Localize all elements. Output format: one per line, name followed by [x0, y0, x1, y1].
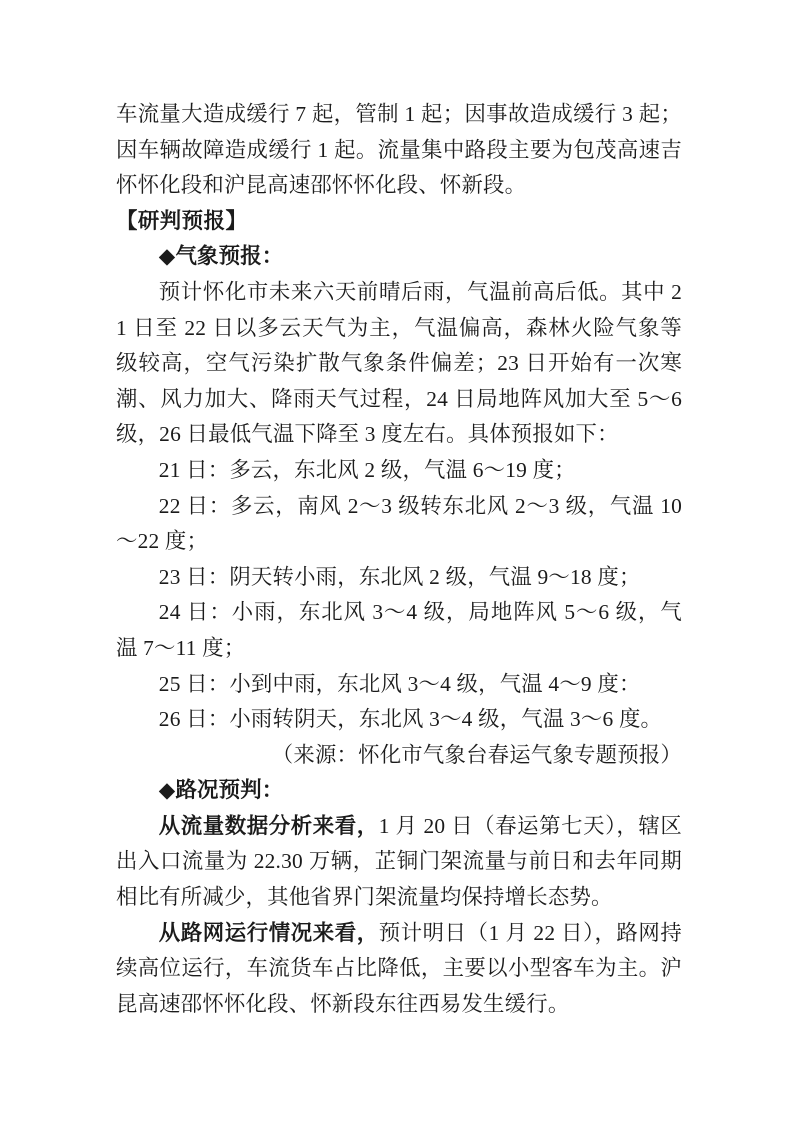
paragraph-weather-intro: 预计怀化市未来六天前晴后雨，气温前高后低。其中 21 日至 22 日以多云天气为主，气温偏高，森林火险气象等级较高，空气污染扩散气象条件偏差；23 日开始有一次寒潮、风力加大、降雨天气过程，24 日局地阵风加大至 5～6 级，26 日最低气温下降至 3 度左右。具体预报如下：: [116, 279, 682, 447]
paragraph-network-operation: [116, 916, 682, 1023]
bold-lead-network-operation: 从路网运行情况来看，: [158, 920, 379, 945]
section-heading-forecast-analysis: 【研判预报】: [116, 208, 248, 233]
bold-lead-flow-analysis: 从流量数据分析来看，: [158, 813, 379, 838]
paragraph-congestion-summary: 车流量大造成缓行 7 起，管制 1 起；因事故造成缓行 3 起；因车辆故障造成缓行 1 起。流量集中路段主要为包茂高速吉怀怀化段和沪昆高速邵怀怀化段、怀新段。: [116, 102, 682, 198]
forecast-line-day21: 21 日：多云，东北风 2 级，气温 6～19 度；: [158, 457, 576, 482]
network-operation-text: 预计明日（1 月 22 日），路网持续高位运行，车流货车占比降低，主要以小型客车为主。沪昆高速邵怀怀化段、怀新段东往西易发生缓行。: [116, 920, 682, 1016]
forecast-line-day24: 24 日：小雨，东北风 3～4 级，局地阵风 5～6 级，气温 7～11 度；: [116, 600, 682, 660]
forecast-line-day25: 25 日：小到中雨，东北风 3～4 级，气温 4～9 度：: [158, 671, 641, 696]
forecast-line-day26: 26 日：小雨转阴天，东北风 3～4 级，气温 3～6 度。: [158, 707, 663, 732]
document-body: [116, 97, 682, 1022]
subheading-road-condition: ◆路况预判：: [158, 778, 284, 803]
paragraph-flow-analysis: [116, 809, 682, 916]
source-attribution: （来源：怀化市气象台春运气象专题预报）: [271, 742, 682, 767]
subheading-weather-forecast: ◆气象预报：: [158, 244, 284, 269]
forecast-line-day23: 23 日：阴天转小雨，东北风 2 级，气温 9～18 度；: [158, 564, 641, 589]
forecast-line-day22: 22 日：多云，南风 2～3 级转东北风 2～3 级，气温 10～22 度；: [116, 493, 682, 554]
flow-analysis-text: 1 月 20 日（春运第七天），辖区出入口流量为 22.30 万辆，芷铜门架流量与前日和去年同期相比有所减少，其他省界门架流量均保持增长态势。: [116, 813, 682, 910]
